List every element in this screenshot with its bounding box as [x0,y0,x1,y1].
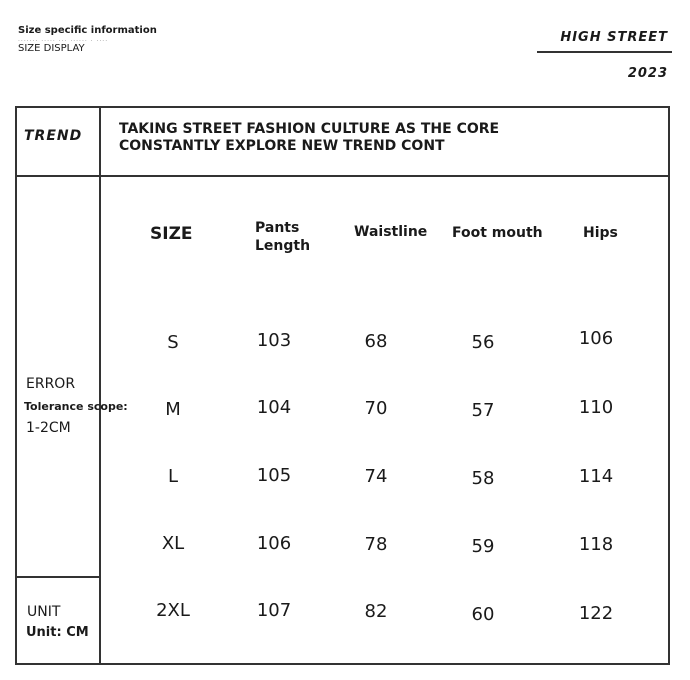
table-cell-hips: 118 [578,534,614,555]
table-cell-hips: 114 [578,466,614,487]
table-cell-hips: 122 [578,603,614,624]
table-cell-pants-length: 106 [256,533,292,554]
table-cell-waistline: 70 [364,398,388,419]
table-cell-pants-length: 104 [256,397,292,418]
tolerance-range: 1-2CM [26,420,71,436]
table-cell-waistline: 82 [364,601,388,622]
column-header-size: SIZE [150,224,193,244]
brand-underline [537,51,672,53]
column-header-pants-length: Pants Length [255,220,311,254]
trend-label: TREND [24,128,83,144]
table-cell-pants-length: 103 [256,330,292,351]
table-cell-hips: 106 [578,328,614,349]
header-line-1: TAKING STREET FASHION CULTURE AS THE CORE [119,121,500,137]
table-cell-size: L [167,466,179,487]
decorative-dots: ....... ..... ... ...... . .... [18,36,109,43]
table-cell-hips: 110 [578,397,614,418]
table-cell-foot-mouth: 60 [471,604,495,625]
error-label: ERROR [26,376,76,392]
unit-value: Unit: CM [26,625,89,640]
left-column-divider [99,106,101,665]
table-cell-foot-mouth: 59 [471,536,495,557]
column-header-hips: Hips [583,225,618,241]
brand-title: HIGH STREET [560,30,668,45]
unit-label: UNIT [27,604,61,620]
column-header-foot-mouth: Foot mouth [452,225,543,241]
header-divider [15,175,670,177]
column-header-waistline: Waistline [354,224,428,240]
table-cell-foot-mouth: 58 [471,468,495,489]
size-display-label: SIZE DISPLAY [18,43,85,54]
table-cell-waistline: 68 [364,331,388,352]
table-cell-size: S [167,332,179,353]
table-cell-size: XL [161,533,185,554]
tolerance-label: Tolerance scope: [24,400,128,413]
table-cell-pants-length: 107 [256,600,292,621]
table-cell-size: M [165,399,181,420]
table-cell-waistline: 78 [364,534,388,555]
size-info-label: Size specific information [18,25,157,36]
size-chart-frame [15,106,670,665]
unit-divider [15,576,100,578]
table-cell-size: 2XL [156,600,190,621]
table-cell-pants-length: 105 [256,465,292,486]
header-line-2: CONSTANTLY EXPLORE NEW TREND CONT [119,138,445,154]
table-cell-foot-mouth: 57 [471,400,495,421]
table-cell-foot-mouth: 56 [471,332,495,353]
table-cell-waistline: 74 [364,466,388,487]
year-label: 2023 [627,66,668,81]
